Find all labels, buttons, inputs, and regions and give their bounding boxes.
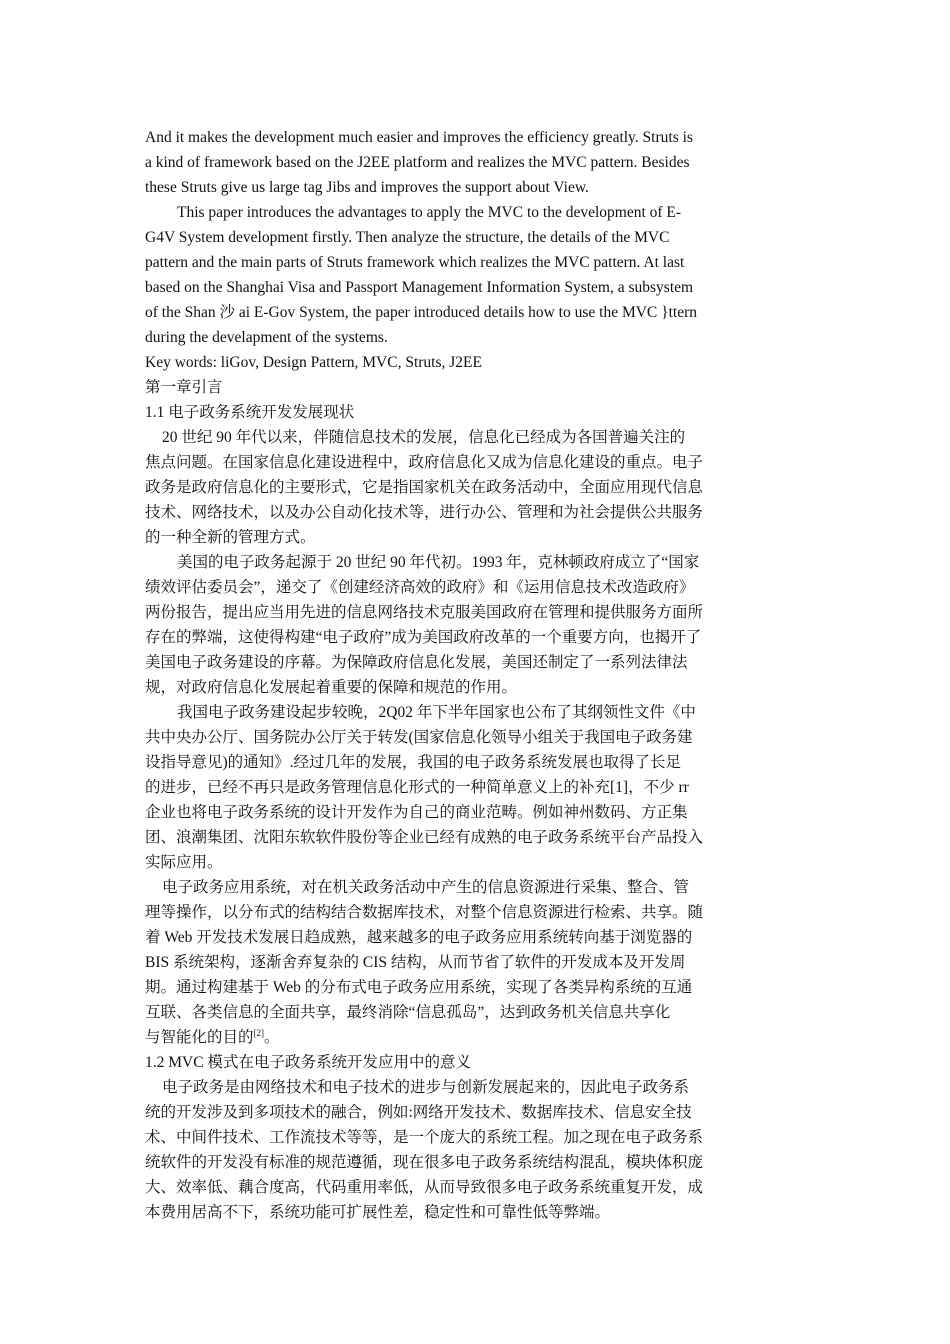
text-line: 统软件的开发没有标准的规范遵循，现在很多电子政务系统结构混乱，模块体积庞: [145, 1154, 704, 1171]
paragraph-1: [145, 425, 765, 550]
text-line: during the develapment of the systems.: [145, 329, 388, 346]
paragraph-2: [145, 550, 765, 700]
text-line: [145, 1025, 765, 1050]
section-heading-1-1: 1.1 电子政务系统开发发展现状: [145, 404, 355, 421]
text-line: 存在的弊端，这使得构建“电子政府”成为美国政府改革的一个重要方向，也揭开了: [145, 629, 702, 646]
citation-superscript: [2]: [253, 1028, 265, 1038]
text-line: This paper introduces the advantages to apply the MVC to the development of E-: [177, 204, 682, 221]
text-line: of the Shan 沙 ai E-Gov System, the paper introduced details how to use the MVC }ttern: [145, 304, 697, 321]
text-line: 术、中间件技术、工作流技术等等，是一个庞大的系统工程。加之现在电子政务系: [145, 1129, 704, 1146]
text-line: 两份报告，提出应当用先进的信息网络技术克服美国政府在管理和提供服务方面所: [145, 604, 704, 621]
text-line: 企业也将电子政务系统的设计开发作为自己的商业范畴。例如神州数码、方正集: [145, 804, 688, 821]
text-line: 设指导意见)的通知》.经过几年的发展，我国的电子政务系统发展也取得了长足: [145, 754, 682, 771]
text-line: 统的开发涉及到多项技术的融合，例如:网络开发技术、数据库技术、信息安全技: [145, 1104, 692, 1121]
text-line: And it makes the development much easier and improves the efficiency greatly. Struts is: [145, 129, 693, 146]
text-line: BIS 系统架构，逐渐舍弃复杂的 CIS 结构，从而节省了软件的开发成本及开发周: [145, 954, 686, 971]
text-line: pattern and the main parts of Struts framework which realizes the MVC pattern. At last: [145, 254, 685, 271]
text-fragment: 。: [264, 1029, 280, 1046]
document-page: [145, 125, 765, 1225]
english-paragraph-2: [145, 200, 765, 350]
paragraph-5: [145, 1075, 765, 1225]
text-line: 政务是政府信息化的主要形式，它是指国家机关在政务活动中，全面应用现代信息: [145, 479, 704, 496]
text-line: 本费用居高不下，系统功能可扩展性差，稳定性和可靠性低等弊端。: [145, 1204, 611, 1221]
text-line: 20 世纪 90 年代以来，伴随信息技术的发展，信息化已经成为各国普遍关注的: [162, 429, 686, 446]
text-line: 绩效评估委员会”，递交了《创建经济高效的政府》和《运用信息技术改造政府》: [145, 579, 695, 596]
text-line: 焦点问题。在国家信息化建设进程中，政府信息化又成为信息化建设的重点。电子: [145, 454, 704, 471]
text-line: 美国电子政务建设的序幕。为保障政府信息化发展，美国还制定了一系列法律法: [145, 654, 688, 671]
text-line: a kind of framework based on the J2EE platform and realizes the MVC pattern. Besides: [145, 154, 690, 171]
text-line: 美国的电子政务起源于 20 世纪 90 年代初。1993 年，克林顿政府成立了“国家: [177, 554, 700, 571]
text-line: 期。通过构建基于 Web 的分布式电子政务应用系统，实现了各类异构系统的互通: [145, 979, 693, 996]
text-line: 的进步，已经不再只是政务管理信息化形式的一种简单意义上的补充[1]，不少 rr: [145, 779, 689, 796]
text-line: these Struts give us large tag Jibs and improves the support about View.: [145, 179, 589, 196]
text-line: G4V System development firstly. Then analyze the structure, the details of the MVC: [145, 229, 670, 246]
text-line: 规，对政府信息化发展起着重要的保障和规范的作用。: [145, 679, 518, 696]
text-line: 电子政务应用系统，对在机关政务活动中产生的信息资源进行采集、整合、管: [162, 879, 690, 896]
keywords-line: Key words: liGov, Design Pattern, MVC, Struts, J2EE: [145, 354, 482, 371]
text-fragment: 与智能化的目的: [145, 1029, 254, 1046]
paragraph-3: [145, 700, 765, 875]
text-line: 我国电子政务建设起步较晚，2Q02 年下半年国家也公布了其纲领性文件《中: [177, 704, 696, 721]
english-paragraph-1: [145, 125, 765, 200]
text-line: 团、浪潮集团、沈阳东软软件股份等企业已经有成熟的电子政务系统平台产品投入: [145, 829, 704, 846]
text-line: 着 Web 开发技术发展日趋成熟，越来越多的电子政务应用系统转向基于浏览器的: [145, 929, 693, 946]
text-line: 互联、各类信息的全面共享，最终消除“信息孤岛”，达到政务机关信息共享化: [145, 1004, 671, 1021]
text-line: 的一种全新的管理方式。: [145, 529, 316, 546]
text-line: 理等操作，以分布式的结构结合数据库技术，对整个信息资源进行检索、共享。随: [145, 904, 704, 921]
text-line: 大、效率低、藕合度高，代码重用率低，从而导致很多电子政务系统重复开发，成: [145, 1179, 704, 1196]
text-line: 共中央办公厅、国务院办公厅关于转发(国家信息化领导小组关于我国电子政务建: [145, 729, 693, 746]
text-line: 实际应用。: [145, 854, 223, 871]
text-line: based on the Shanghai Visa and Passport Management Information System, a subsystem: [145, 279, 694, 296]
chapter-title: 第一章引言: [145, 379, 223, 396]
section-heading-1-2: 1.2 MVC 模式在电子政务系统开发应用中的意义: [145, 1054, 471, 1071]
text-line: 电子政务是由网络技术和电子技术的进步与创新发展起来的，因此电子政务系: [162, 1079, 690, 1096]
text-line: 技术、网络技术，以及办公自动化技术等，进行办公、管理和为社会提供公共服务: [145, 504, 704, 521]
paragraph-4: [145, 875, 765, 1050]
